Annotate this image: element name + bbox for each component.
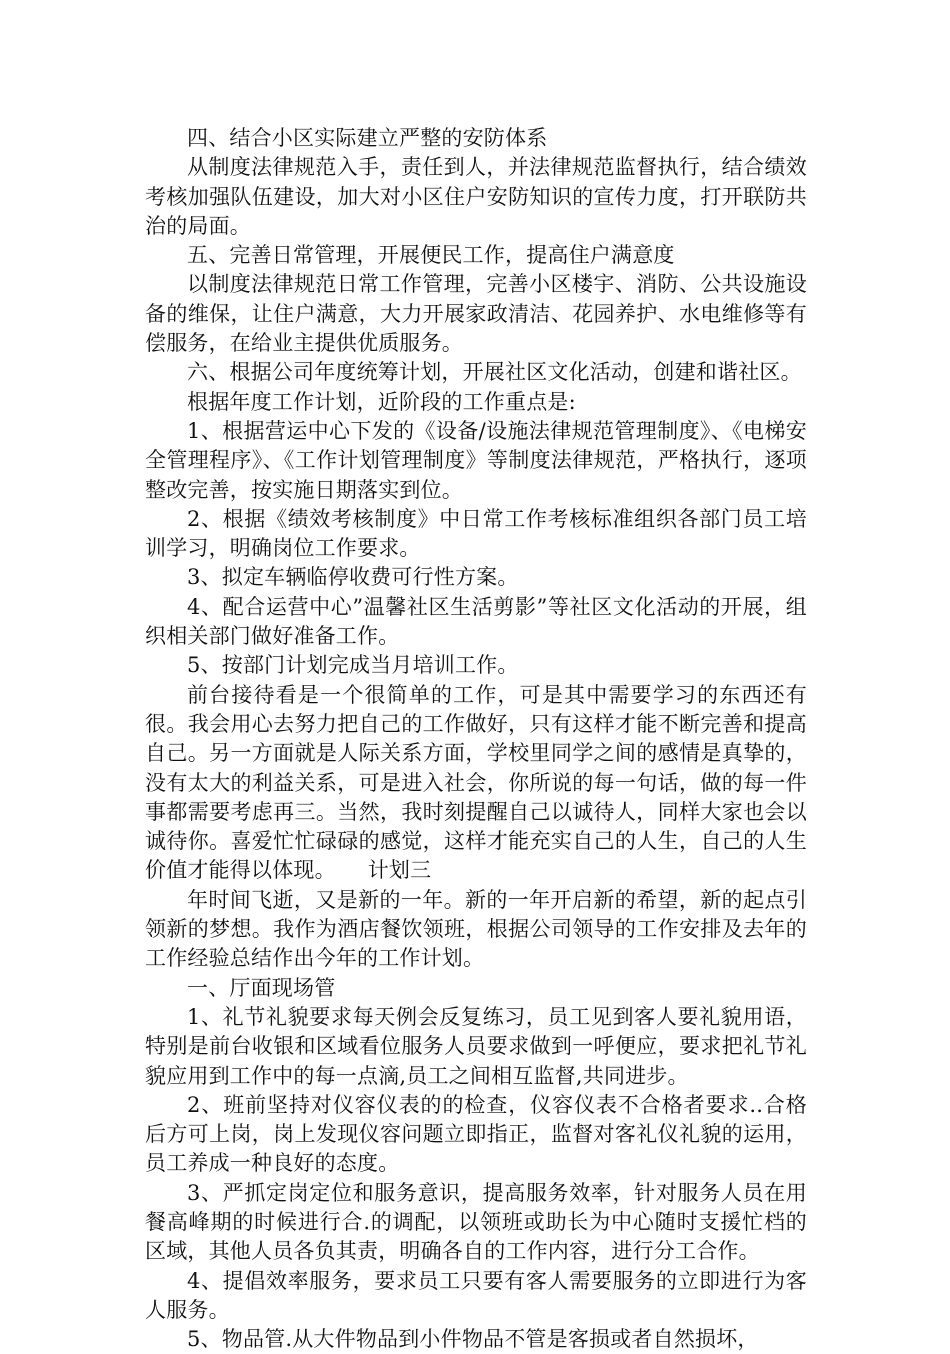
section-heading: 六、根据公司年度统筹计划，开展社区文化活动，创建和谐社区。 (187, 360, 802, 385)
list-item: 2、班前坚持对仪容仪表的的检查，仪容仪表不合格者要求..合格后方可上岗，岗上发现仪容问题立即指正，监督对客礼仪礼貌的运用，员工养成一种良好的态度。 (145, 1092, 807, 1176)
section-heading: 四、结合小区实际建立严整的安防体系 (187, 126, 548, 150)
body-paragraph: 从制度法律规范入手，责任到人，并法律规范监督执行，结合绩效考核加强队伍建设，加大对小区住户安防知识的宣传力度，打开联防共治的局面。 (145, 155, 807, 238)
list-item: 4、提倡效率服务，要求员工只要有客人需要服务的立即进行为客人服务。 (145, 1268, 807, 1322)
list-item: 4、配合运营中心”温馨社区生活剪影”等社区文化活动的开展，组织相关部门做好准备工作。 (145, 594, 807, 649)
section-heading: 一、厅面现场管 (187, 975, 336, 1000)
list-item: 3、拟定车辆临停收费可行性方案。 (187, 565, 519, 590)
list-item: 2、根据《绩效考核制度》中日常工作考核标准组织各部门员工培训学习，明确岗位工作要求。 (145, 506, 807, 561)
list-item: 3、严抓定岗定位和服务意识，提高服务效率，针对服务人员在用餐高峰期的时候进行合.的调配，以领班或助长为中心随时支援忙档的区域，其他人员各负其责，明确各自的工作内容，进行分工合作。 (145, 1180, 807, 1264)
body-paragraph: 以制度法律规范日常工作管理，完善小区楼宇、消防、公共设施设备的维保，让住户满意，大力开展家政清洁、花园养护、水电维修等有偿服务，在给业主提供优质服务。 (145, 272, 807, 356)
document-body (145, 124, 807, 1354)
body-paragraph: 前台接待看是一个很简单的工作，可是其中需要学习的东西还有很。我会用心去努力把自己的工作做好，只有这样才能不断完善和提高自己。另一方面就是人际关系方面，学校里同学之间的感情是真挚的，没有太大的利益关系，可是进入社会，你所说的每一句话，做的每一件事都需要考虑再三。当然，我时刻提醒自己以诚待人，同样大家也会以诚待你。喜爱忙忙碌碌的感觉，这样才能充实自己的人生，自己的人生价值才能得以体现。 计划三 (145, 682, 807, 883)
list-item: 5、物品管.从大件物品到小件物品不管是客损或者自然损坏， (187, 1327, 759, 1352)
list-item: 1、根据营运中心下发的《设备/设施法律规范管理制度》、《电梯安全管理程序》、《工作计划管理制度》等制度法律规范，严格执行，逐项整改完善，按实施日期落实到位。 (145, 418, 807, 502)
body-paragraph: 根据年度工作计划，近阶段的工作重点是: (187, 389, 576, 414)
list-item: 5、按部门计划完成当月培训工作。 (187, 653, 519, 678)
body-paragraph: 年时间飞逝，又是新的一年。新的一年开启新的希望，新的起点引领新的梦想。我作为酒店餐饮领班，根据公司领导的工作安排及去年的工作经验总结作出今年的工作计划。 (145, 887, 807, 971)
section-heading: 五、完善日常管理，开展便民工作，提高住户满意度 (187, 243, 675, 268)
list-item: 1、礼节礼貌要求每天例会反复练习，员工见到客人要礼貌用语，特别是前台收银和区域看位服务人员要求做到一呼便应，要求把礼节礼貌应用到工作中的每一点滴,员工之间相互监督,共同进步。 (145, 1004, 807, 1088)
